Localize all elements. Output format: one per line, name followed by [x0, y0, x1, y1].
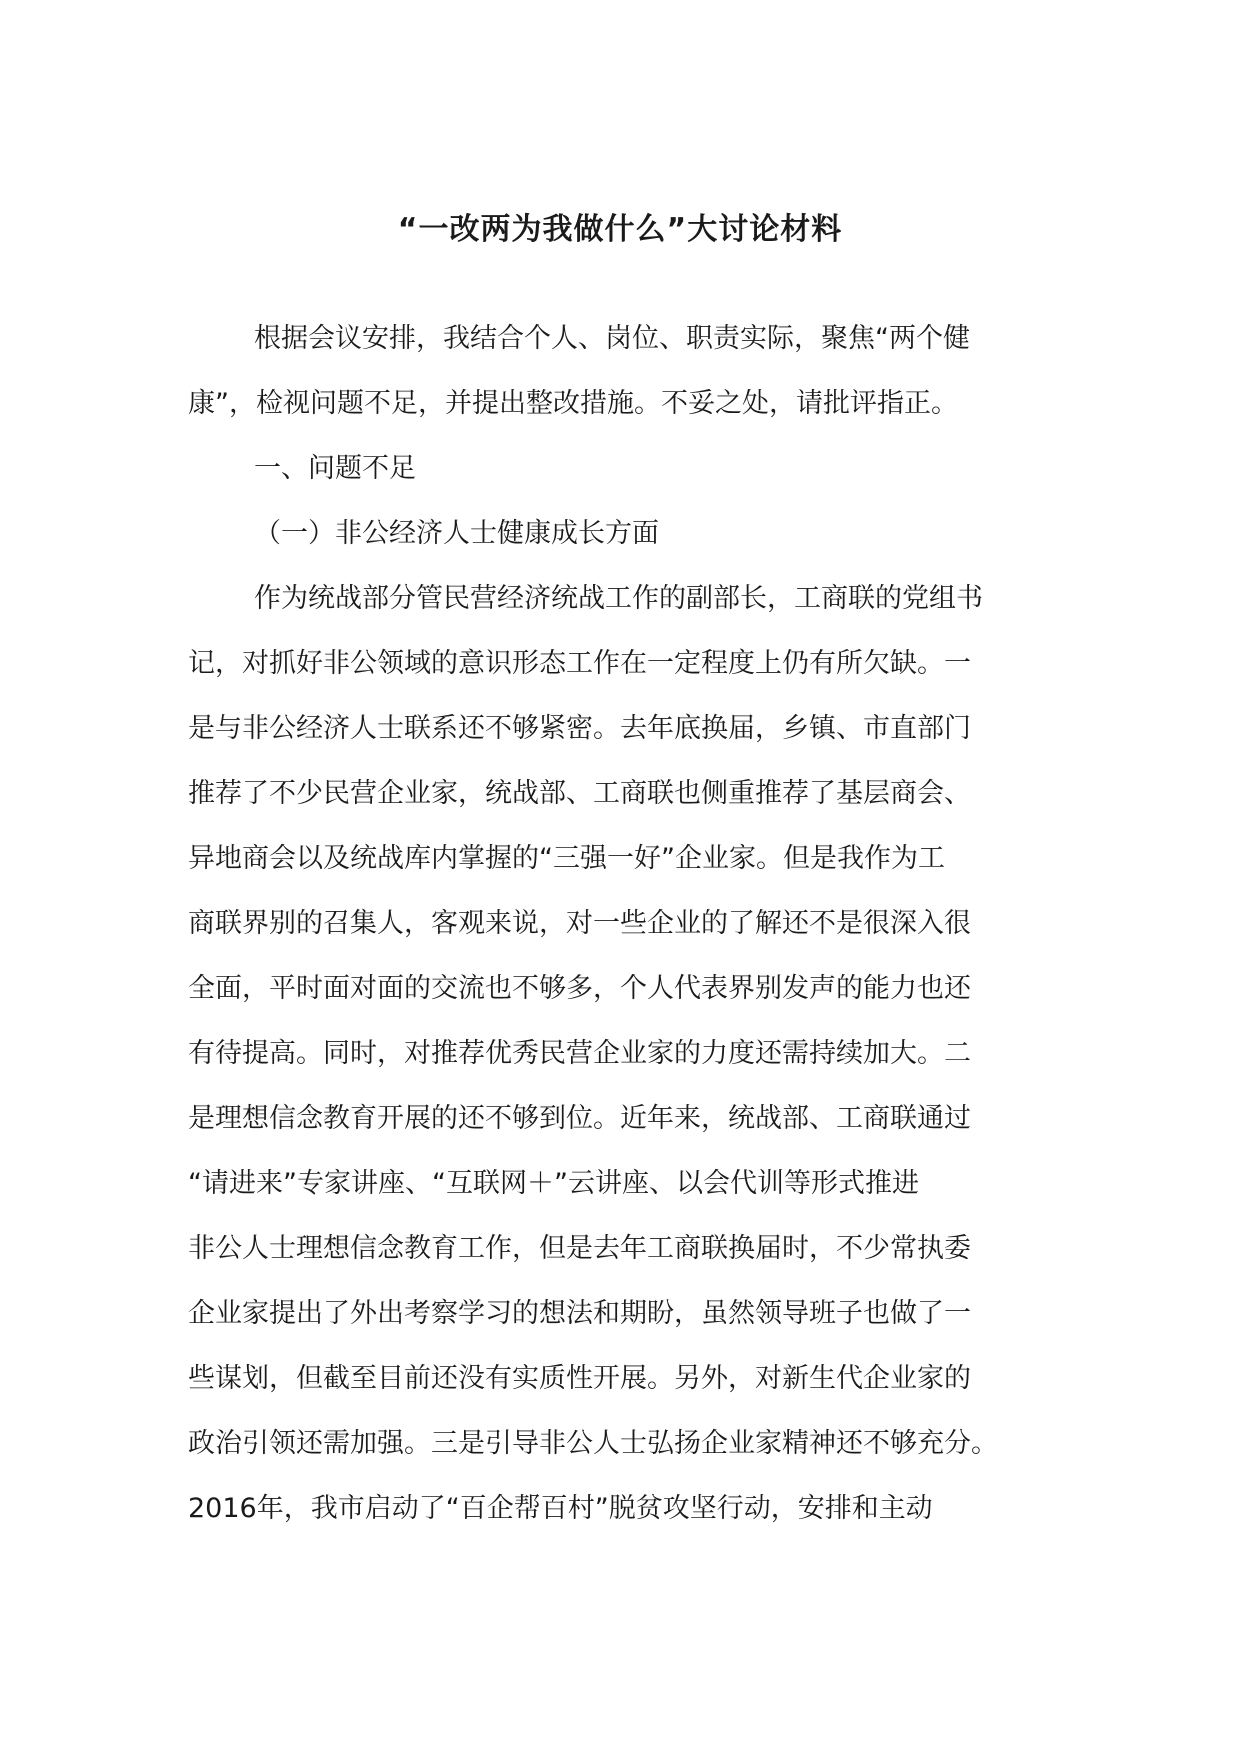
body-line: 政治引领还需加强。三是引导非公人士弘扬企业家精神还不够充分。 [188, 1428, 998, 1459]
document-body [188, 306, 1052, 1541]
body-line: 企业家提出了外出考察学习的想法和期盼，虽然领导班子也做了一 [188, 1298, 971, 1329]
body-line: 记，对抓好非公领域的意识形态工作在一定程度上仍有所欠缺。一 [188, 648, 971, 679]
body-line: 是与非公经济人士联系还不够紧密。去年底换届，乡镇、市直部门 [188, 713, 971, 744]
body-line: 非公人士理想信念教育工作，但是去年工商联换届时，不少常执委 [188, 1233, 971, 1264]
body-line: 推荐了不少民营企业家，统战部、工商联也侧重推荐了基层商会、 [188, 778, 971, 809]
body-line: 有待提高。同时，对推荐优秀民营企业家的力度还需持续加大。二 [188, 1038, 971, 1069]
body-line: 异地商会以及统战库内掌握的“三强一好”企业家。但是我作为工 [188, 843, 945, 874]
body-line: 全面，平时面对面的交流也不够多，个人代表界别发声的能力也还 [188, 973, 971, 1004]
body-line: “请进来”专家讲座、“互联网＋”云讲座、以会代训等形式推进 [188, 1168, 919, 1199]
body-line: 2016年，我市启动了“百企帮百村”脱贫攻坚行动，安排和主动 [188, 1493, 933, 1524]
body-line: 商联界别的召集人，客观来说，对一些企业的了解还不是很深入很 [188, 908, 971, 939]
body-line: 是理想信念教育开展的还不够到位。近年来，统战部、工商联通过 [188, 1103, 971, 1134]
body-line: 根据会议安排，我结合个人、岗位、职责实际，聚焦“两个健 [254, 323, 970, 354]
body-line: 些谋划，但截至目前还没有实质性开展。另外，对新生代企业家的 [188, 1363, 971, 1394]
body-line: （一）非公经济人士健康成长方面 [254, 518, 659, 549]
body-line: 一、问题不足 [254, 453, 416, 484]
body-line: 作为统战部分管民营经济统战工作的副部长，工商联的党组书 [254, 583, 983, 614]
body-line: 康”，检视问题不足，并提出整改措施。不妥之处，请批评指正。 [188, 388, 958, 419]
document-title: “一改两为我做什么”大讨论材料 [397, 212, 843, 247]
